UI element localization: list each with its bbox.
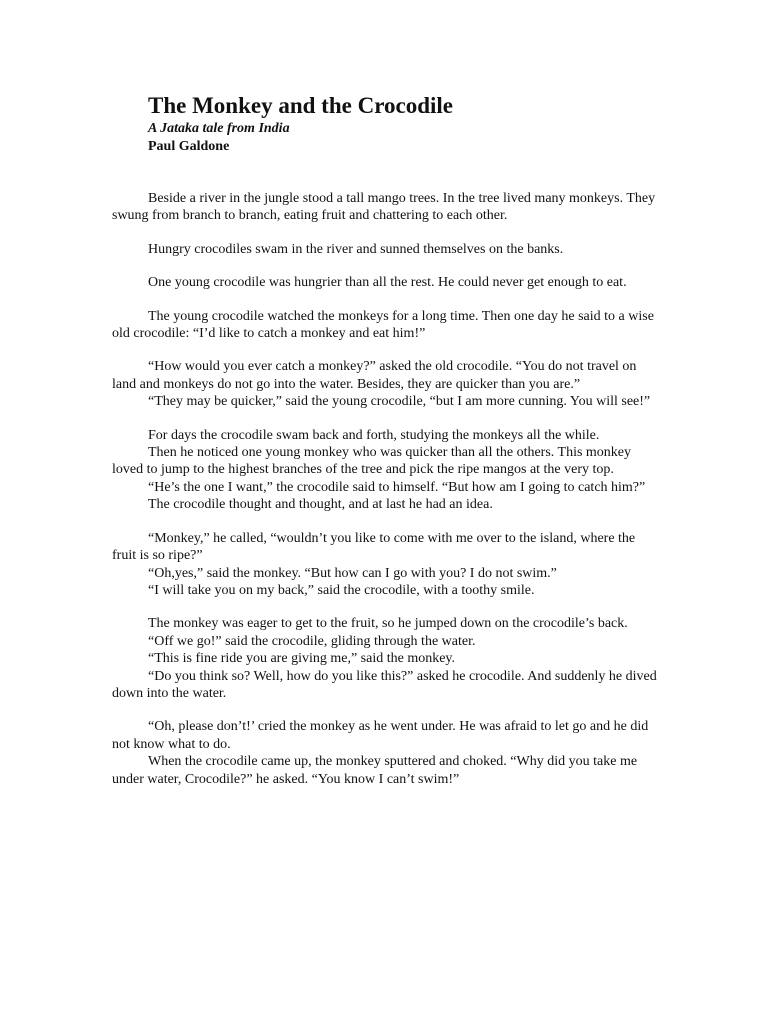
paragraph: “Oh,yes,” said the monkey. “But how can I go with you? I do not swim.” (148, 565, 557, 581)
paragraph: “How would you ever catch a monkey?” asked the old crocodile. “You do not travel on land and monkeys do not go into the water. Besides, they are quicker than you are.” (112, 359, 637, 392)
paragraph: “Do you think so? Well, how do you like this?” asked he crocodile. And suddenly he dived down into the water. (112, 668, 657, 701)
document-author: Paul Galdone (148, 139, 230, 154)
document-title: The Monkey and the Crocodile (148, 93, 453, 118)
paragraph: “He’s the one I want,” the crocodile said to himself. “But how am I going to catch him?” (148, 479, 646, 495)
paragraph: One young crocodile was hungrier than all the rest. He could never get enough to eat. (148, 275, 627, 291)
paragraph: “Monkey,” he called, “wouldn’t you like to come with me over to the island, where the fruit is so ripe?” (112, 530, 636, 564)
paragraph: The monkey was eager to get to the fruit, so he jumped down on the crocodile’s back. (148, 616, 628, 632)
paragraph: “Oh, please don’t!’ cried the monkey as he went under. He was afraid to let go and he did not know what to do. (112, 719, 649, 752)
paragraph: “This is fine ride you are giving me,” said the monkey. (148, 651, 456, 667)
paragraph: Beside a river in the jungle stood a tall mango trees. In the tree lived many monkeys. They swung from branch to branch, eating fruit and chattering to each other. (112, 191, 656, 224)
paragraph: “Off we go!” said the crocodile, gliding through the water. (148, 633, 476, 649)
paragraph: For days the crocodile swam back and forth, studying the monkeys all the while. (148, 427, 600, 443)
paragraph: When the crocodile came up, the monkey sputtered and choked. “Why did you take me under water, Crocodile?” he asked. “You know I can’t swim!” (112, 754, 638, 787)
document-subtitle: A Jataka tale from India (148, 121, 290, 136)
paragraph: “I will take you on my back,” said the crocodile, with a toothy smile. (148, 582, 535, 598)
paragraph: The crocodile thought and thought, and at last he had an idea. (148, 497, 493, 513)
paragraph: Hungry crocodiles swam in the river and sunned themselves on the banks. (148, 241, 564, 257)
story-body (112, 190, 658, 788)
paragraph: Then he noticed one young monkey who was quicker than all the others. This monkey loved to jump to the highest branches of the tree and pick the ripe mangos at the very top. (112, 445, 632, 478)
paragraph: “They may be quicker,” said the young crocodile, “but I am more cunning. You will see!” (148, 394, 651, 410)
paragraph: The young crocodile watched the monkeys for a long time. Then one day he said to a wise old crocodile: “I’d like to catch a monkey and eat him!” (112, 308, 654, 342)
